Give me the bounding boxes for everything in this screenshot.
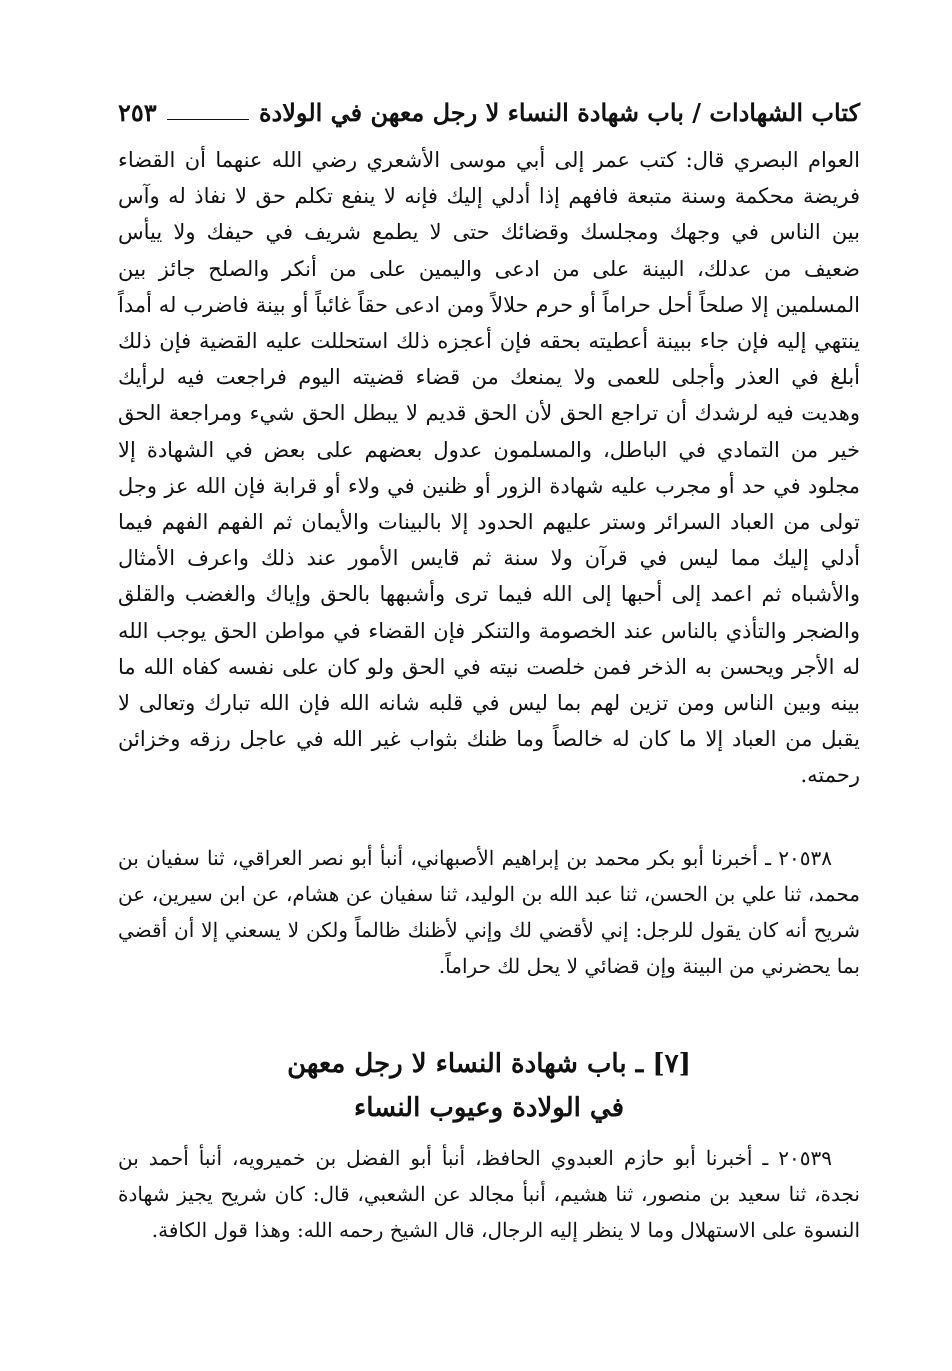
paragraph-hadith-20538: ٢٠٥٣٨ ـ أخبرنا أبو بكر محمد بن إبراهيم الأصبهاني، أنبأ أبو نصر العراقي، ثنا سفيان بن محمد، ثنا علي بن الحسن، ثنا عبد الله بن الوليد، ثنا سفيان عن هشام، عن ابن سيرين، عن شريح أنه كان يقول للرجل: إني لأقضي لك وإني لأظنك ظالماً ولكن لا يسعني إلا أن أقضي بما يحضرني من البينة وإن قضائي لا يحل لك حراماً. [118, 846, 860, 978]
paragraph-letter-of-umar: العوام البصري قال: كتب عمر إلى أبي موسى الأشعري رضي الله عنهما أن القضاء فريضة محكمة وسنة متبعة فافهم إذا أدلي إليك فإنه لا ينفع تكلم حق لا نفاذ له وآس بين الناس في وجهك ومجلسك وقضائك حتى لا يطمع شريف في حيفك ولا ييأس ضعيف من عدلك، البينة على من ادعى واليمين على من أنكر والصلح جائز بين المسلمين إلا صلحاً أحل حراماً أو حرم حلالاً ومن ادعى حقاً غائباً أو بينة فاضرب له أمداً ينتهي إليه فإن جاء ببينة أعطيته بحقه فإن أعجزه ذلك استحللت عليه القضية فإن ذلك أبلغ في العذر وأجلى للعمى ولا يمنعك من قضاء قضيته اليوم فراجعت فيه لرأيك وهديت فيه لرشدك أن تراجع الحق لأن الحق قديم لا يبطل الحق شيء ومراجعة الحق خير من التمادي في الباطل، والمسلمون عدول بعضهم على بعض في الشهادة إلا مجلود في حد أو مجرب عليه شهادة الزور أو ظنين في ولاء أو قرابة فإن الله عز وجل تولى من العباد السرائر وستر عليهم الحدود إلا بالبينات والأيمان ثم الفهم الفهم فيما أدلي إليك مما ليس في قرآن ولا سنة ثم قايس الأمور عند ذلك واعرف الأمثال والأشباه ثم اعمد إلى أحبها إلى الله فيما ترى وأشبهها بالحق وإياك والغضب والقلق والضجر والتأذي بالناس عند الخصومة والتنكر فإن القضاء في مواطن الحق يوجب الله له الأجر ويحسن به الذخر فمن خلصت نيته في الحق ولو كان على نفسه كفاه الله ما بينه وبين الناس ومن تزين لهم بما ليس في قلبه شانه الله فإن الله تبارك وتعالى لا يقبل من العباد إلا ما كان له خالصاً وما ظنك بثواب غير الله في عاجل رزقه وخزائن رحمته. [118, 148, 860, 788]
header-rule [167, 119, 249, 120]
chapter-title-line-2: في الولادة وعيوب النساء [353, 1093, 625, 1123]
running-head: كتاب الشهادات / باب شهادة النساء لا رجل معهن في الولادة [258, 98, 860, 127]
paragraph-hadith-20539: ٢٠٥٣٩ ـ أخبرنا أبو حازم العبدوي الحافظ، أنبأ أبو الفضل بن خميرويه، أنبأ أحمد بن نجدة، ثنا سعيد بن منصور، ثنا هشيم، أنبأ مجالد عن الشعبي، قال: كان شريح يجيز شهادة النسوة على الاستهلال وما لا ينظر إليه الرجال، قال الشيخ رحمه الله: وهذا قول الكافة. [118, 1146, 860, 1242]
text-block-2 [118, 840, 860, 984]
chapter-number: [٧] [652, 1049, 691, 1079]
page-number: ٢٥٣ [118, 98, 157, 127]
page-header [118, 88, 860, 128]
text-block-3 [118, 1140, 860, 1248]
text-block-1 [118, 142, 860, 794]
chapter-heading [118, 1042, 860, 1130]
chapter-title-line-1: ـ باب شهادة النساء لا رجل معهن [287, 1049, 644, 1079]
chapter-heading-line-1 [118, 1042, 860, 1086]
